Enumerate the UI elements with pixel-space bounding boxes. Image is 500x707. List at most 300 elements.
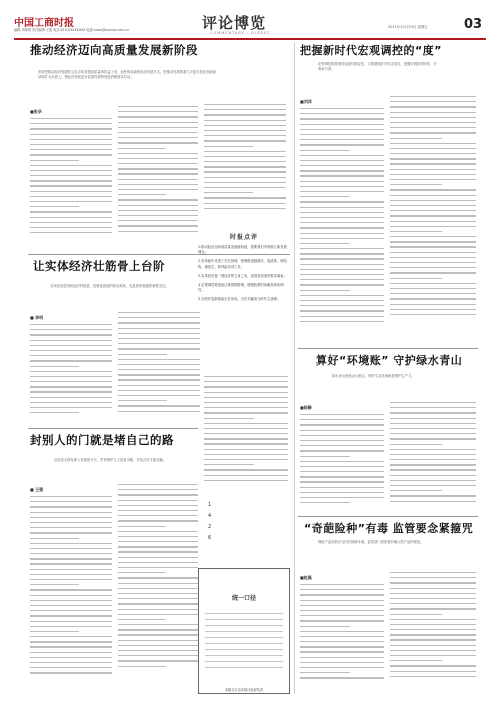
body-text-line xyxy=(118,158,198,159)
body-text-line xyxy=(300,196,350,197)
body-text-line xyxy=(204,104,286,105)
article-1-byline: ■张华 xyxy=(30,109,42,114)
body-text-line xyxy=(118,220,198,221)
body-text-line xyxy=(204,151,286,152)
body-text-line xyxy=(390,138,442,139)
body-text-line xyxy=(204,449,288,450)
body-text-line xyxy=(118,348,200,349)
body-text-line xyxy=(30,667,112,668)
number-3: 2 xyxy=(208,524,218,530)
body-text-line xyxy=(30,366,79,367)
body-text-line xyxy=(118,364,200,365)
body-text-line xyxy=(30,175,112,176)
body-text-line xyxy=(390,127,476,128)
body-text-line xyxy=(118,312,200,313)
body-text-line xyxy=(300,243,350,244)
body-text-line xyxy=(118,614,198,615)
body-text-line xyxy=(204,192,253,193)
body-text-line xyxy=(300,175,384,176)
number-4: 6 xyxy=(208,535,218,541)
body-text-line xyxy=(300,466,384,467)
body-text-line xyxy=(300,207,384,208)
body-text-line xyxy=(30,496,112,497)
body-text-line xyxy=(30,340,112,341)
body-text-line xyxy=(118,660,198,661)
body-text-line xyxy=(390,179,476,180)
body-text-line xyxy=(390,96,476,97)
body-text-line xyxy=(30,548,112,549)
body-text-line xyxy=(30,376,112,377)
body-text-line xyxy=(204,161,286,162)
body-text-line xyxy=(390,407,476,408)
body-text-line xyxy=(118,225,198,226)
body-text-line xyxy=(300,134,384,135)
body-text-line xyxy=(300,636,384,637)
article-6-col-2 xyxy=(390,572,476,694)
body-text-line xyxy=(390,169,476,170)
body-text-line xyxy=(300,279,384,280)
body-text-line xyxy=(390,278,442,279)
body-text-line xyxy=(118,609,198,610)
body-text-line xyxy=(300,253,384,254)
body-text-line xyxy=(300,419,384,420)
article-2-headline: 让实体经济壮筋骨上台阶 xyxy=(33,259,165,273)
notice-text-line xyxy=(205,655,283,656)
body-text-line xyxy=(30,636,112,637)
body-text-line xyxy=(30,134,112,135)
body-text-line xyxy=(390,444,442,445)
body-text-line xyxy=(300,186,384,187)
body-text-line xyxy=(390,101,476,102)
body-text-line xyxy=(300,615,384,616)
body-text-line xyxy=(390,221,476,222)
body-text-line xyxy=(300,118,384,119)
body-text-line xyxy=(300,181,384,182)
body-text-line xyxy=(30,501,112,502)
body-text-line xyxy=(300,201,384,202)
body-text-line xyxy=(300,165,384,166)
article-5-col-1 xyxy=(300,402,384,514)
article-3-intro: 在经济全球化深入发展的今天，贸易保护主义没有出路，开放合作才能共赢。 xyxy=(54,458,167,462)
body-text-line xyxy=(300,440,384,441)
body-text-line xyxy=(300,269,384,270)
body-text-line xyxy=(204,156,286,157)
body-text-line xyxy=(30,621,112,622)
body-text-line xyxy=(300,657,384,658)
body-text-line xyxy=(390,598,476,599)
body-text-line xyxy=(118,179,198,180)
article-6-headline: “奇葩险种”有毒 监管要念紧箍咒 xyxy=(304,522,474,535)
body-text-line xyxy=(390,262,476,263)
body-text-line xyxy=(300,258,384,259)
notice-box xyxy=(198,568,290,694)
sidebar-box xyxy=(198,232,290,368)
body-text-line xyxy=(204,120,286,121)
notice-text-line xyxy=(205,667,283,668)
body-text-line xyxy=(300,641,384,642)
body-text-line xyxy=(118,137,198,138)
body-text-line xyxy=(118,577,198,578)
body-text-line xyxy=(390,588,476,589)
body-text-line xyxy=(118,142,198,143)
notice-text-line xyxy=(205,625,283,626)
body-text-line xyxy=(118,354,167,355)
body-text-line xyxy=(30,139,112,140)
body-text-line xyxy=(118,526,166,527)
article-5-intro: 绿水青山就是金山银山，保护生态环境就是保护生产力。 xyxy=(332,374,415,378)
body-text-line xyxy=(118,199,198,200)
body-text-line xyxy=(30,180,112,181)
body-text-line xyxy=(118,634,198,635)
body-text-line xyxy=(390,195,476,196)
body-text-line xyxy=(204,146,253,147)
body-text-line xyxy=(390,665,476,666)
body-text-line xyxy=(118,411,200,412)
body-text-line xyxy=(300,610,384,611)
sidebar-item-5: 5.全面开放新格局正在形成，合作共赢成为时代主旋律。 xyxy=(198,297,281,302)
body-text-line xyxy=(204,464,254,465)
body-text-line xyxy=(30,217,112,218)
body-text-line xyxy=(30,615,112,616)
body-text-line xyxy=(30,191,112,192)
body-text-line xyxy=(204,187,286,188)
body-text-line xyxy=(30,123,112,124)
body-text-line xyxy=(204,177,286,178)
body-text-line xyxy=(118,210,198,211)
body-text-line xyxy=(204,376,288,377)
body-text-line xyxy=(204,166,286,167)
body-text-line xyxy=(300,238,384,239)
issue-date: 2011年12月23日 星期五 xyxy=(388,25,428,29)
body-text-line xyxy=(204,140,286,141)
masthead-editor-info: 编辑:李晓明 责任编辑:王凯 电话:010-XXXXXXXX 电邮:news@xxxxxx.com.cn xyxy=(14,28,130,32)
body-text-line xyxy=(300,305,384,306)
body-text-line xyxy=(118,567,198,568)
body-text-line xyxy=(118,322,200,323)
article-2-intro: 实体经济是国民经济的根基，是财富创造的根本源泉，也是国家强盛的重要支柱。 xyxy=(50,284,169,288)
body-text-line xyxy=(300,284,384,285)
notice-text-line xyxy=(205,637,283,638)
body-text-line xyxy=(204,428,288,429)
body-text-line xyxy=(300,631,384,632)
body-text-line xyxy=(30,128,112,129)
body-text-line xyxy=(300,248,384,249)
body-text-line xyxy=(30,512,112,513)
body-text-line xyxy=(30,391,112,392)
body-text-line xyxy=(30,222,112,223)
body-text-line xyxy=(30,532,112,533)
body-text-line xyxy=(390,272,476,273)
number-list xyxy=(208,500,248,550)
body-text-line xyxy=(390,572,476,573)
body-text-line xyxy=(390,582,476,583)
body-text-line xyxy=(204,418,254,419)
body-text-line xyxy=(118,333,200,334)
body-text-line xyxy=(390,614,442,615)
body-text-line xyxy=(204,438,288,439)
body-text-line xyxy=(118,106,198,107)
body-text-line xyxy=(30,324,112,325)
body-text-line xyxy=(30,211,112,212)
body-text-line xyxy=(204,443,288,444)
body-text-line xyxy=(30,149,112,150)
body-text-line xyxy=(118,390,200,391)
article-1-intro: 坚持把推动经济发展的立足点转到提高质量和效益上来，加快形成新的经济发展方式，把推动发展的着力点更多放在创新驱动和扩大内需上，使经济发展更多依靠内需特别是消费需求拉动。 xyxy=(38,70,217,80)
body-text-line xyxy=(390,485,476,486)
body-text-line xyxy=(118,400,167,401)
body-text-line xyxy=(300,456,350,457)
body-text-line xyxy=(30,397,112,398)
body-text-line xyxy=(300,264,384,265)
body-text-line xyxy=(118,127,198,128)
body-text-line xyxy=(30,569,112,570)
body-text-line xyxy=(30,584,79,585)
body-text-line xyxy=(118,395,200,396)
body-text-line xyxy=(118,184,198,185)
body-text-line xyxy=(300,144,384,145)
body-text-line xyxy=(30,371,112,372)
body-text-line xyxy=(300,445,384,446)
body-text-line xyxy=(300,321,384,322)
section-title-en: COMMENTARY · DIGEST xyxy=(210,31,271,35)
body-text-line xyxy=(390,298,476,299)
body-text-line xyxy=(30,329,112,330)
body-text-line xyxy=(30,543,112,544)
body-text-line xyxy=(390,469,476,470)
page-number: 03 xyxy=(464,17,483,32)
body-text-line xyxy=(300,424,384,425)
body-text-line xyxy=(300,667,384,668)
body-text-line xyxy=(300,217,384,218)
body-text-line xyxy=(300,139,384,140)
body-text-line xyxy=(204,423,288,424)
body-text-line xyxy=(204,469,288,470)
body-text-line xyxy=(300,450,384,451)
body-text-line xyxy=(390,660,442,661)
article-1-col-2 xyxy=(118,106,198,252)
body-text-line xyxy=(390,174,476,175)
article-6-intro: 保险产品创新应当回归保障本源，监管部门须加强对噱头型产品的规范。 xyxy=(318,540,424,544)
body-text-line xyxy=(390,200,476,201)
body-text-line xyxy=(390,655,476,656)
body-text-line xyxy=(300,113,384,114)
newspaper-logo: 中国工商时报 xyxy=(14,18,74,29)
article-4-intro: 宏观调控既要保持连续性稳定性，又要增强针对性灵活性，把握好调控的时机、节奏和力度。 xyxy=(318,62,437,72)
sidebar-item-2: 2.坚持稳中求进工作总基调，统筹推进稳增长、促改革、调结构、惠民生、防风险各项工作。 xyxy=(198,259,287,269)
body-text-line xyxy=(118,405,200,406)
article-1-col-1 xyxy=(30,106,112,252)
body-text-line xyxy=(118,173,198,174)
body-text-line xyxy=(390,603,476,604)
body-text-line xyxy=(300,150,350,151)
body-text-line xyxy=(118,317,200,318)
body-text-line xyxy=(30,506,112,507)
body-text-line xyxy=(118,541,198,542)
body-text-line xyxy=(390,143,476,144)
article-6-col-1 xyxy=(300,572,384,694)
body-text-line xyxy=(118,505,198,506)
sidebar-item-3: 3.实体经济是一国经济的立身之本，是财富创造的根本源泉。 xyxy=(198,273,287,278)
body-text-line xyxy=(300,129,384,130)
body-text-line xyxy=(390,288,476,289)
sidebar-item-4: 4.宏观调控要更加注重预期管理，增强政策的前瞻性和协调性。 xyxy=(198,283,284,293)
body-text-line xyxy=(30,538,79,539)
body-text-line xyxy=(118,645,198,646)
body-text-line xyxy=(204,386,288,387)
body-text-line xyxy=(30,646,112,647)
body-text-line xyxy=(390,475,476,476)
body-text-line xyxy=(300,600,384,601)
notice-text-line xyxy=(205,613,283,614)
article-4-byline: ■刘洋 xyxy=(300,99,312,104)
body-text-line xyxy=(390,412,476,413)
body-text-line xyxy=(30,662,112,663)
body-text-line xyxy=(118,343,200,344)
body-text-line xyxy=(118,562,198,563)
body-text-line xyxy=(30,334,112,335)
body-text-line xyxy=(300,316,384,317)
body-text-line xyxy=(30,227,112,228)
body-text-line xyxy=(390,148,476,149)
body-text-line xyxy=(118,655,198,656)
body-text-line xyxy=(30,170,112,171)
body-text-line xyxy=(118,515,198,516)
body-text-line xyxy=(118,619,166,620)
notice-footer: 本版文字由本报评论部负责 xyxy=(224,688,264,692)
body-text-line xyxy=(300,461,384,462)
body-text-line xyxy=(204,402,288,403)
body-text-line xyxy=(390,106,476,107)
notice-text-line xyxy=(205,661,283,662)
body-text-line xyxy=(30,160,79,161)
body-text-line xyxy=(390,117,476,118)
body-text-line xyxy=(390,629,476,630)
body-text-line xyxy=(118,640,198,641)
body-text-line xyxy=(300,227,384,228)
body-text-line xyxy=(118,328,200,329)
body-text-line xyxy=(30,605,112,606)
body-text-line xyxy=(204,208,286,209)
body-text-line xyxy=(390,593,476,594)
body-text-line xyxy=(390,309,476,310)
body-text-line xyxy=(118,194,166,195)
body-text-line xyxy=(204,197,286,198)
body-text-line xyxy=(300,677,384,678)
body-text-line xyxy=(390,226,476,227)
notice-title: 统一口径 xyxy=(231,595,256,602)
body-text-line xyxy=(118,588,198,589)
body-text-line xyxy=(300,300,384,301)
body-text-line xyxy=(390,495,476,496)
body-text-line xyxy=(390,501,476,502)
article-2-col-2 xyxy=(118,312,200,424)
body-text-line xyxy=(30,412,79,413)
body-text-line xyxy=(30,201,112,202)
body-text-line xyxy=(118,520,198,521)
body-text-line xyxy=(118,531,198,532)
body-text-line xyxy=(300,594,384,595)
body-text-line xyxy=(118,385,200,386)
body-text-line xyxy=(30,355,112,356)
body-text-line xyxy=(30,196,112,197)
body-text-line xyxy=(300,170,384,171)
notice-text-line xyxy=(205,643,283,644)
body-text-line xyxy=(118,231,198,232)
body-text-line xyxy=(118,666,166,667)
body-text-line xyxy=(118,374,200,375)
section-divider xyxy=(298,348,478,349)
body-text-line xyxy=(204,412,288,413)
article-5-byline: ■陈静 xyxy=(300,405,312,410)
body-text-line xyxy=(118,153,198,154)
body-text-line xyxy=(30,522,112,523)
body-text-line xyxy=(300,487,384,488)
body-text-line xyxy=(390,314,476,315)
section-divider xyxy=(298,516,478,517)
body-text-line xyxy=(30,589,112,590)
body-text-line xyxy=(390,163,476,164)
body-text-line xyxy=(204,480,288,481)
number-1: 1 xyxy=(208,502,218,508)
body-text-line xyxy=(118,489,198,490)
body-text-line xyxy=(390,267,476,268)
body-text-line xyxy=(118,551,198,552)
body-text-line xyxy=(390,112,476,113)
body-text-line xyxy=(300,233,384,234)
article-6-byline: ■赵磊 xyxy=(300,575,312,580)
sidebar-title: 时报点评 xyxy=(229,234,258,241)
body-text-line xyxy=(300,124,384,125)
body-text-line xyxy=(118,629,198,630)
body-text-line xyxy=(118,624,198,625)
body-text-line xyxy=(30,360,112,361)
body-text-line xyxy=(204,130,286,131)
body-text-line xyxy=(390,650,476,651)
body-text-line xyxy=(390,257,476,258)
body-text-line xyxy=(118,205,198,206)
body-text-line xyxy=(390,577,476,578)
body-text-line xyxy=(300,497,384,498)
body-text-line xyxy=(118,359,200,360)
body-text-line xyxy=(118,572,166,573)
body-text-line xyxy=(390,433,476,434)
notice-text-line xyxy=(205,631,283,632)
body-text-line xyxy=(30,579,112,580)
body-text-line xyxy=(390,624,476,625)
body-text-line xyxy=(30,610,112,611)
article-1-col-3 xyxy=(204,104,286,226)
body-text-line xyxy=(390,645,476,646)
body-text-line xyxy=(118,484,198,485)
article-2-byline: ■ 李明 xyxy=(30,315,44,320)
body-text-line xyxy=(118,189,198,190)
body-text-line xyxy=(118,500,198,501)
body-text-line xyxy=(390,634,476,635)
body-text-line xyxy=(30,407,112,408)
body-text-line xyxy=(30,118,112,119)
body-text-line xyxy=(118,122,198,123)
body-text-line xyxy=(300,651,384,652)
body-text-line xyxy=(300,222,384,223)
body-text-line xyxy=(390,205,476,206)
body-text-line xyxy=(118,379,200,380)
body-text-line xyxy=(204,475,288,476)
body-text-line xyxy=(204,135,286,136)
body-text-line xyxy=(300,274,384,275)
body-text-line xyxy=(118,369,200,370)
body-text-line xyxy=(30,350,112,351)
article-4-col-2 xyxy=(390,96,476,346)
